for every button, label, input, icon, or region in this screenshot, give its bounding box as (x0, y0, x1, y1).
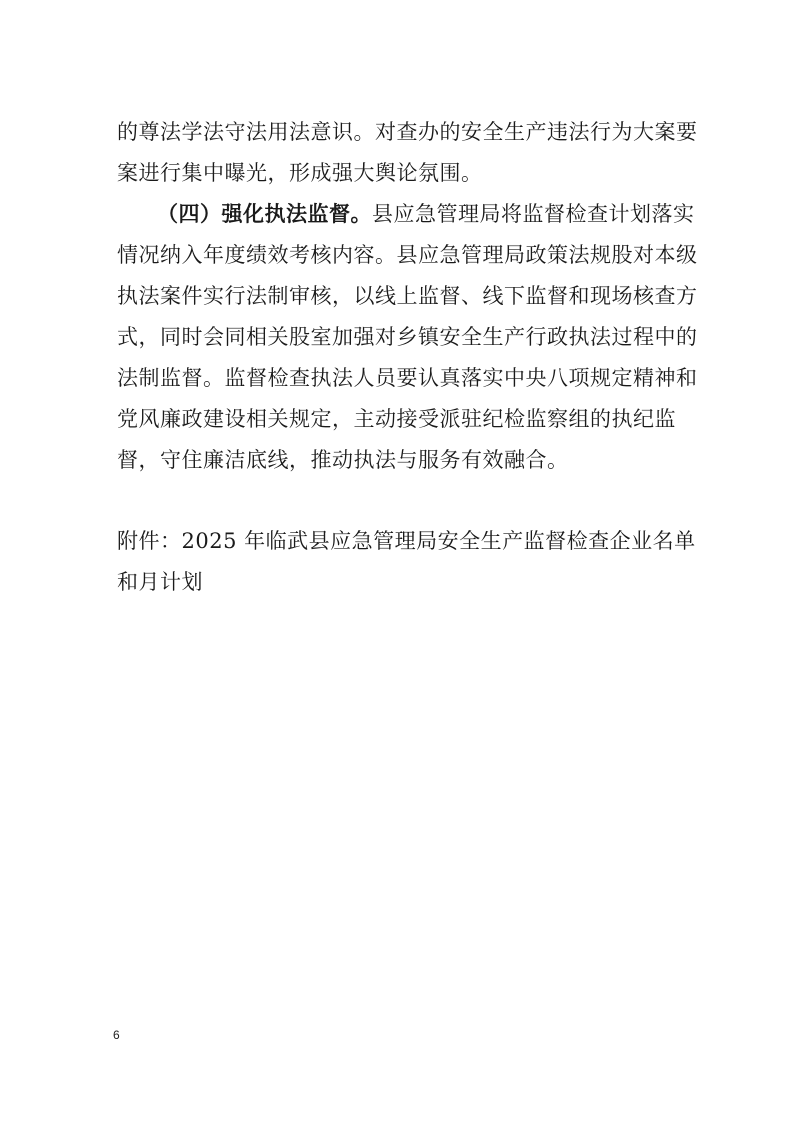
section-paragraph-start (157, 196, 737, 232)
attachment-line: 附件：2025 年临武县应急管理局安全生产监督检查企业名单 (117, 529, 696, 553)
body-text-line: 案进行集中曝光，形成强大舆论氛围。 (117, 161, 483, 185)
page-number: 6 (113, 1028, 120, 1042)
body-text-line: 的尊法学法守法用法意识。对查办的安全生产违法行为大案要 (117, 120, 698, 144)
body-text-line: 情况纳入年度绩效考核内容。县应急管理局政策法规股对本级 (117, 243, 698, 267)
body-text-line: 督，守住廉洁底线，推动执法与服务有效融合。 (117, 448, 569, 472)
body-text-line: 党风廉政建设相关规定，主动接受派驻纪检监察组的执纪监 (117, 407, 676, 431)
body-text-line: 法制监督。监督检查执法人员要认真落实中央八项规定精神和 (117, 366, 698, 390)
attachment-line: 和月计划 (117, 570, 203, 594)
section-heading: （四）强化执法监督。 (157, 202, 372, 226)
body-text-inline: 县应急管理局将监督检查计划落实 (372, 202, 695, 226)
body-text-line: 执法案件实行法制审核，以线上监督、线下监督和现场核查方 (117, 284, 698, 308)
body-text-line: 式，同时会同相关股室加强对乡镇安全生产行政执法过程中的 (117, 325, 698, 349)
